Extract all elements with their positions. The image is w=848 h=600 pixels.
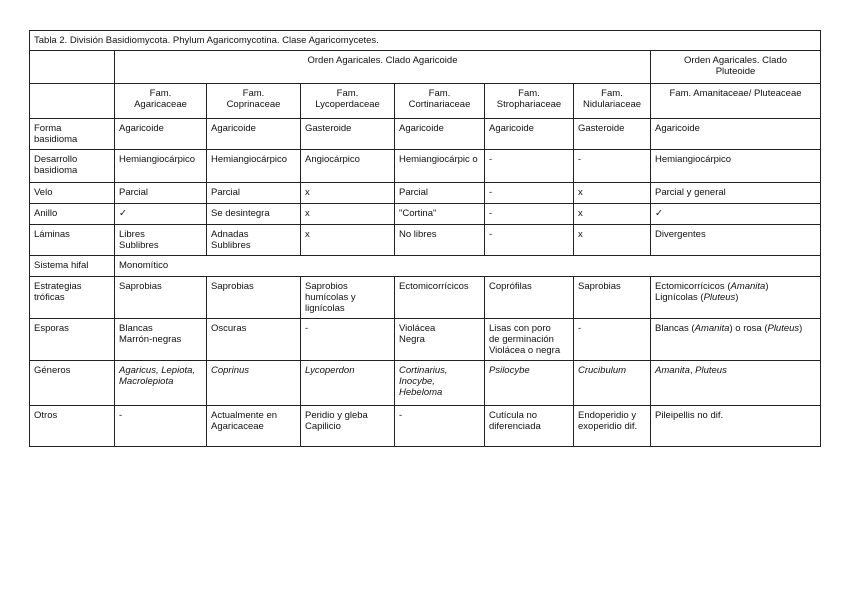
families-row (30, 84, 821, 119)
table-cell: Agaricoide (651, 119, 821, 150)
row-label-line: basidioma (34, 134, 78, 145)
family-name: Lycoperdaceae (315, 99, 380, 110)
table-cell: - (485, 225, 574, 256)
cell-line: de germinación (489, 334, 554, 345)
cell-line: Agaricus, Lepiota, (119, 365, 196, 376)
table-cell: - (574, 319, 651, 361)
row-label-line: tróficas (34, 292, 65, 303)
table-cell (207, 406, 301, 447)
genus-name: Amanita (655, 365, 690, 376)
check-mark: ✓ (115, 204, 207, 225)
family-nidulariaceae (574, 84, 651, 119)
family-prefix: Fam. (149, 88, 172, 99)
table-row (30, 406, 821, 447)
table-cell: Pileipellis no dif. (651, 406, 821, 447)
table-row (30, 319, 821, 361)
row-label-line: Desarrollo (34, 154, 78, 165)
table-row (30, 183, 821, 204)
table-cell: Saprobias (207, 277, 301, 319)
table-cell: Parcial (395, 183, 485, 204)
cell-line: Violácea (399, 323, 436, 334)
table-cell: Coprinus (207, 361, 301, 406)
table-cell: Hemiangiocárpico (651, 150, 821, 183)
order-pluteoide-line1: Orden Agaricales. Clado (684, 55, 788, 66)
table-cell (207, 225, 301, 256)
table-cell: x (301, 183, 395, 204)
text: ) (799, 323, 803, 334)
cell-line: Marrón-negras (119, 334, 182, 345)
cell-line: Sublibres (211, 240, 251, 251)
cell-line: Hebeloma (399, 387, 443, 398)
cell-line: Capilicio (305, 421, 341, 432)
text: Blancas ( (655, 323, 695, 334)
row-label: Géneros (30, 361, 115, 406)
table-cell (574, 406, 651, 447)
row-label-line: Estrategias (34, 281, 82, 292)
table-row (30, 150, 821, 183)
family-name: Cortinariaceae (408, 99, 471, 110)
cell-line: diferenciada (489, 421, 541, 432)
genus-name: Pluteus (767, 323, 800, 334)
table-cell: Se desintegra (207, 204, 301, 225)
table-row (30, 277, 821, 319)
table-cell: Parcial (207, 183, 301, 204)
family-prefix: Fam. (518, 88, 540, 99)
cell-line (655, 292, 816, 303)
genus-name: Pluteus (703, 292, 736, 303)
family-name: Strophariaceae (496, 99, 562, 110)
cell-line: Saprobios (305, 281, 348, 292)
check-mark: ✓ (651, 204, 821, 225)
table-cell (115, 225, 207, 256)
table-row (30, 256, 821, 277)
cell-line: Actualmente en (211, 410, 278, 421)
table-caption: Tabla 2. División Basidiomycota. Phylum Agaricomycotina. Clase Agaricomycetes. (30, 31, 821, 51)
cell-line: Cortinarius, (399, 365, 448, 376)
cell-line: Endoperidio y (578, 410, 637, 421)
table-cell: Divergentes (651, 225, 821, 256)
row-label: Anillo (30, 204, 115, 225)
cell-line: Violácea o negra (489, 345, 561, 356)
table-cell: Lycoperdon (301, 361, 395, 406)
cell-line: Lisas con poro (489, 323, 551, 334)
table-cell: Monomítico (115, 256, 821, 277)
table-cell (651, 319, 821, 361)
table-row (30, 225, 821, 256)
cell-line: Agaricaceae (211, 421, 264, 432)
row-label (30, 150, 115, 183)
row-label (30, 277, 115, 319)
cell-line: lignícolas (305, 303, 345, 314)
table-cell: No libres (395, 225, 485, 256)
table-cell (301, 406, 395, 447)
table-cell (651, 277, 821, 319)
cell-line (655, 281, 816, 292)
row-label-line: basidioma (34, 165, 78, 176)
table-cell: Parcial y general (651, 183, 821, 204)
row-label: Esporas (30, 319, 115, 361)
table-cell (395, 319, 485, 361)
table-cell: x (574, 204, 651, 225)
row-label: Láminas (30, 225, 115, 256)
row-label-line: Forma (34, 123, 62, 134)
table-cell (485, 319, 574, 361)
text: , (689, 365, 696, 376)
table-cell: - (301, 319, 395, 361)
table-cell: Agaricoide (115, 119, 207, 150)
table-cell (115, 361, 207, 406)
table-cell: x (574, 225, 651, 256)
table-cell (395, 361, 485, 406)
family-amanitaceae-pluteaceae: Fam. Amanitaceae/ Pluteaceae (651, 84, 821, 119)
table-row (30, 361, 821, 406)
table-cell (115, 319, 207, 361)
empty-cell (30, 51, 115, 84)
taxonomy-table (29, 30, 821, 447)
table-cell: - (485, 150, 574, 183)
table-cell: Saprobias (115, 277, 207, 319)
family-cortinariaceae (395, 84, 485, 119)
row-label (30, 119, 115, 150)
empty-cell (30, 84, 115, 119)
table-cell: x (574, 183, 651, 204)
cell-line: exoperidio dif. (578, 421, 638, 432)
text: ) (765, 281, 769, 292)
genus-name: Amanita (694, 323, 730, 334)
family-coprinaceae (207, 84, 301, 119)
order-agaricoide: Orden Agaricales. Clado Agaricoide (115, 51, 651, 84)
table-cell: - (115, 406, 207, 447)
family-name: Coprinaceae (226, 99, 281, 110)
table-cell: - (395, 406, 485, 447)
family-lycoperdaceae (301, 84, 395, 119)
cell-line: Peridio y gleba (305, 410, 368, 421)
family-agaricaceae (115, 84, 207, 119)
table-cell: Agaricoide (395, 119, 485, 150)
table-cell: Gasteroide (301, 119, 395, 150)
table-cell: Hemiangiocárpico (207, 150, 301, 183)
family-prefix: Fam. (428, 88, 451, 99)
family-strophariaceae (485, 84, 574, 119)
cell-line: humícolas y (305, 292, 356, 303)
table-cell: Coprófilas (485, 277, 574, 319)
text: ) (735, 292, 739, 303)
cell-line: Adnadas (211, 229, 249, 240)
cell-line: Libres (119, 229, 145, 240)
table-cell: Hemiangiocárpic o (395, 150, 485, 183)
family-prefix: Fam. (336, 88, 359, 99)
row-label: Sistema hifal (30, 256, 115, 277)
table-cell (651, 361, 821, 406)
table-cell: Agaricoide (207, 119, 301, 150)
table-cell: Crucibulum (574, 361, 651, 406)
table-cell (485, 406, 574, 447)
table-cell: x (301, 204, 395, 225)
text: Ectomicorrícicos ( (655, 281, 731, 292)
table-cell: x (301, 225, 395, 256)
table-cell: Angiocárpico (301, 150, 395, 183)
row-label: Velo (30, 183, 115, 204)
table-row (30, 204, 821, 225)
cell-line: Cutícula no (489, 410, 538, 421)
family-name: Agaricaceae (134, 99, 187, 110)
table-row (30, 119, 821, 150)
cell-line: Negra (399, 334, 425, 345)
table-cell: - (574, 150, 651, 183)
table-cell: Ectomicorrícicos (395, 277, 485, 319)
text: Lignícolas ( (655, 292, 704, 303)
table-cell: Gasteroide (574, 119, 651, 150)
family-name: Nidulariaceae (582, 99, 642, 110)
table-cell: Agaricoide (485, 119, 574, 150)
cell-line: Inocybe, (399, 376, 435, 387)
genus-name: Amanita (730, 281, 766, 292)
orders-row (30, 51, 821, 84)
table-cell: - (485, 183, 574, 204)
cell-line: Macrolepiota (119, 376, 174, 387)
table-cell: Psilocybe (485, 361, 574, 406)
table-cell: "Cortina" (395, 204, 485, 225)
table-cell: Saprobias (574, 277, 651, 319)
table-cell: - (485, 204, 574, 225)
order-pluteoide-line2: Pluteoide (715, 66, 756, 77)
row-label: Otros (30, 406, 115, 447)
table-cell: Hemiangiocárpico (115, 150, 207, 183)
table-cell (301, 277, 395, 319)
text: ) o rosa ( (729, 323, 768, 334)
genus-name: Pluteus (695, 365, 727, 376)
cell-line: Sublibres (119, 240, 159, 251)
cell-line: Blancas (119, 323, 153, 334)
table-cell: Oscuras (207, 319, 301, 361)
caption-row (30, 31, 821, 51)
table-cell: Parcial (115, 183, 207, 204)
family-prefix: Fam. (242, 88, 265, 99)
family-prefix: Fam. (601, 88, 623, 99)
order-pluteoide (651, 51, 821, 84)
